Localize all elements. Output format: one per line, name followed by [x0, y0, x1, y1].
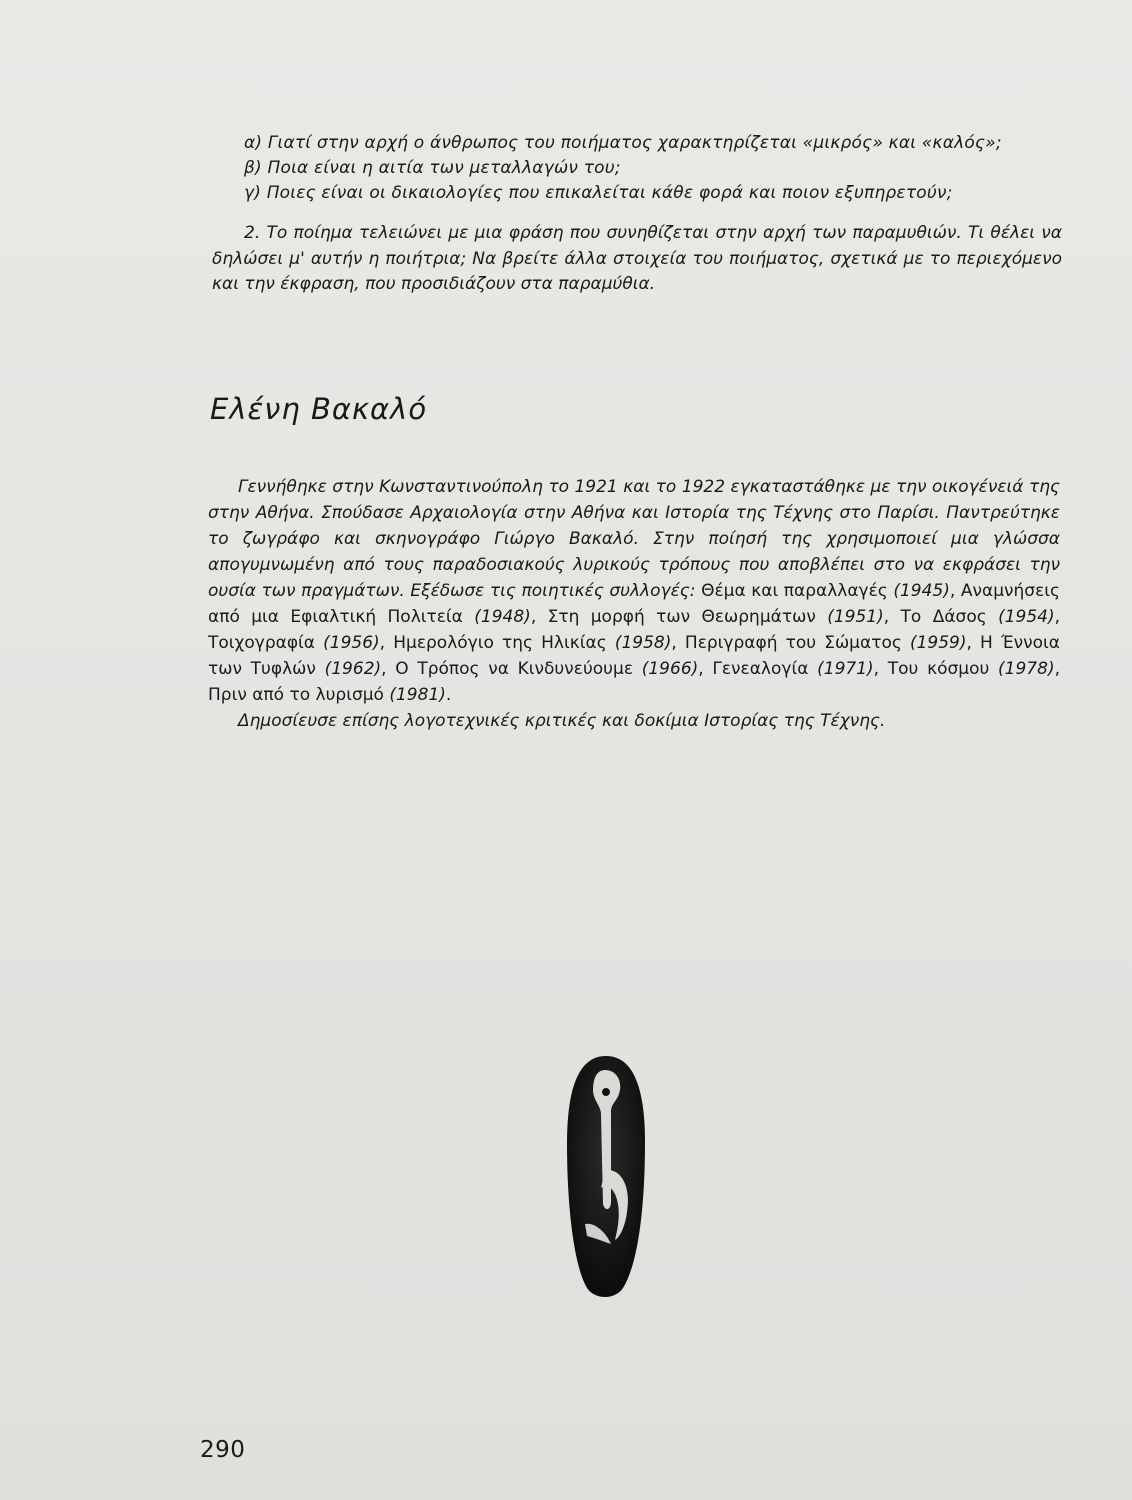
bio-outro: Δημοσίευσε επίσης λογοτεχνικές κριτικές και δοκίμια Ιστορίας της Τέχνης. — [238, 711, 886, 731]
bio-intro: Γεννήθηκε στην Κωνσταντινούπολη το 1921 και το 1922 εγκαταστάθηκε με την οικογένειά της στην Αθήνα. Σπούδασε Αρχαιολογία στην Αθήνα και Ιστορία της Τέχνης στο Παρίσι. Παντρεύτηκε το ζωγράφο και σκηνογράφο Γιώργο Βακαλό. Στην ποίησή της χρησιμοποιεί μια γλώσσα απογυμνωμένη από τους παραδοσιακούς λυρικούς τρόπους που αποβλέπει στο να εκφράσει την ουσία των πραγμάτων. Εξέδωσε τις ποιητικές συλλογές: — [208, 477, 1060, 601]
work-year: (1956) — [323, 633, 380, 653]
work-title: Περιγραφή του Σώματος — [684, 633, 902, 653]
work-title: Ο Τρόπος να Κινδυνεύουμε — [395, 659, 634, 679]
question-c: γ) Ποιες είναι οι δικαιολογίες που επικαλείται κάθε φορά και ποιον εξυπηρετούν; — [244, 183, 953, 203]
work-year: (1951) — [827, 607, 884, 627]
work-year: (1971) — [817, 659, 874, 679]
work-year: (1945) — [893, 581, 950, 601]
work-year: (1966) — [641, 659, 699, 679]
page-number: 290 — [200, 1437, 246, 1463]
question-b: β) Ποια είναι η αιτία των μεταλλαγών του; — [244, 158, 621, 178]
work-title: Στη μορφή των Θεωρημάτων — [547, 607, 816, 627]
question-2 — [212, 221, 1062, 298]
work-year: (1962) — [324, 659, 382, 679]
author-bio — [208, 474, 1060, 734]
work-year: (1958) — [614, 633, 672, 653]
work-title: Ημερολόγιο της Ηλικίας — [393, 633, 607, 653]
work-title: Πριν από το λυρισμό — [208, 685, 384, 705]
work-year: (1948) — [474, 607, 531, 627]
author-heading: Ελένη Βακαλό — [210, 392, 428, 426]
work-title: Του κόσμου — [887, 659, 990, 679]
work-title: Το Δάσος — [900, 607, 987, 627]
question-a: α) Γιατί στην αρχή ο άνθρωπος του ποιήματος χαρακτηρίζεται «μικρός» και «καλός»; — [244, 133, 1002, 153]
work-year: (1978) — [998, 659, 1055, 679]
work-title: Η Έννοια των Τυφλών — [208, 633, 1060, 679]
question-2-text: 2. Το ποίημα τελειώνει με μια φράση που συνηθίζεται στην αρχή των παραμυθιών. Τι θέλει να δηλώσει μ' αυτήν η ποιήτρια; Να βρείτε άλλα στοιχεία του ποιήματος, σχετικά με το περιεχόμενο και την έκφραση, που προσιδιάζουν στα παραμύθια. — [212, 223, 1062, 294]
work-year: (1954) — [998, 607, 1055, 627]
abstract-figure-illustration — [565, 1052, 647, 1300]
figure-eye — [602, 1088, 610, 1096]
work-title: Αναμνήσεις από μια Εφιαλτική Πολιτεία — [208, 581, 1060, 627]
work-year: (1981) — [389, 685, 446, 705]
work-title: Τοιχογραφία — [208, 633, 315, 653]
works-list: Θέμα και παραλλαγές (1945), Αναμνήσεις από μια Εφιαλτική Πολιτεία (1948), Στη μορφή των Θεωρημάτων (1951), Το Δάσος (1954), Τοιχογραφία (1956), Ημερολόγιο της Ηλικίας (1958), Περιγραφή του Σώματος (1959), Η Έννοια των Τυφλών (1962), Ο Τρόπος να Κινδυνεύουμε (1966), Γενεαλογία (1971), Του κόσμου (1978), Πριν από το λυρισμό (1981). — [208, 581, 1061, 705]
work-title: Γενεαλογία — [712, 659, 809, 679]
work-year: (1959) — [909, 633, 967, 653]
bio-paragraph — [208, 474, 1060, 708]
work-title: Θέμα και παραλλαγές — [701, 581, 888, 601]
